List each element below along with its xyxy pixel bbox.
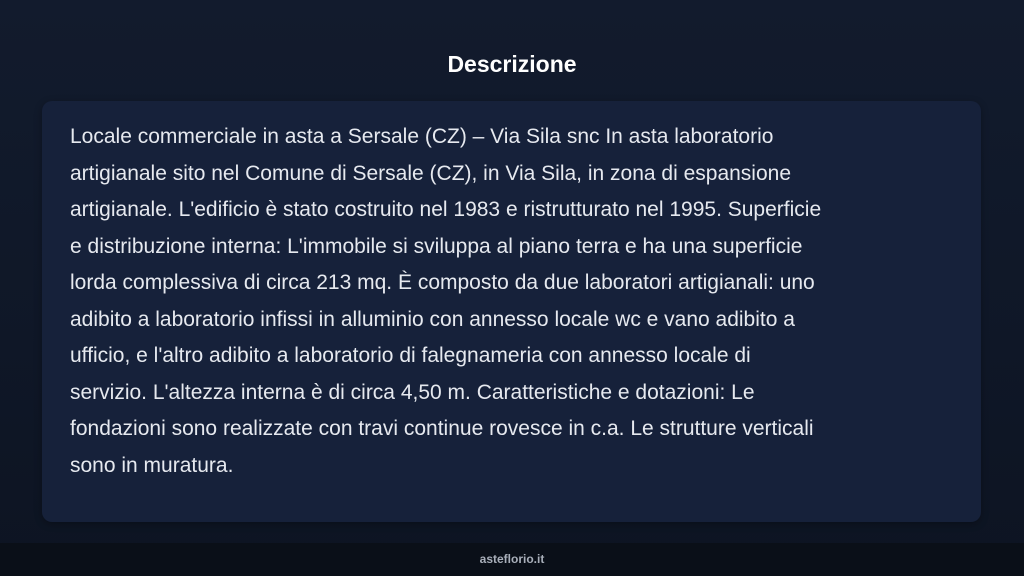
description-line: adibito a laboratorio infissi in alluminio con annesso locale wc e vano adibito a bbox=[70, 307, 795, 331]
description-line: servizio. L'altezza interna è di circa 4,50 m. Caratteristiche e dotazioni: Le bbox=[70, 380, 755, 404]
description-line: Locale commerciale in asta a Sersale (CZ) – Via Sila snc In asta laboratorio bbox=[70, 125, 774, 148]
footer bbox=[0, 543, 1024, 576]
description-line: artigianale sito nel Comune di Sersale (CZ), in Via Sila, in zona di espansione bbox=[70, 161, 792, 185]
description-line: lorda complessiva di circa 213 mq. È composto da due laboratori artigianali: uno bbox=[70, 271, 815, 294]
description-line: fondazioni sono realizzate con travi continue rovesce in c.a. Le strutture verticali bbox=[70, 417, 814, 440]
description-text bbox=[70, 119, 970, 484]
description-line: e distribuzione interna: L'immobile si sviluppa al piano terra e ha una superficie bbox=[70, 234, 803, 258]
page-title: Descrizione bbox=[447, 51, 577, 77]
description-card bbox=[42, 101, 981, 522]
description-line: ufficio, e l'altro adibito a laboratorio di falegnameria con annesso locale di bbox=[70, 344, 751, 367]
description-line: artigianale. L'edificio è stato costruito nel 1983 e ristrutturato nel 1995. Superficie bbox=[70, 198, 822, 221]
footer-site-name: asteflorio.it bbox=[479, 552, 545, 566]
description-line: sono in muratura. bbox=[70, 453, 234, 477]
